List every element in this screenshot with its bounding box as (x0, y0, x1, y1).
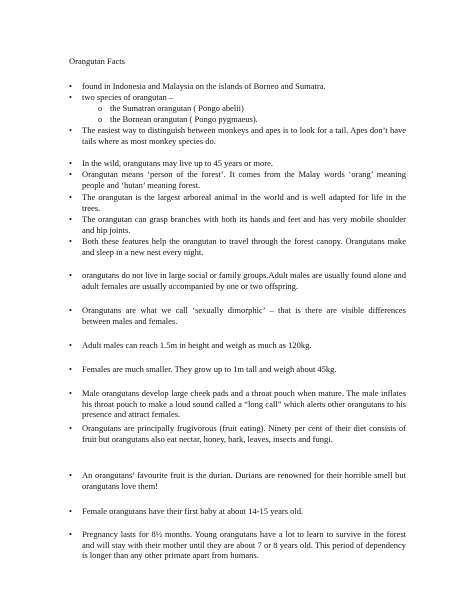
list-item (69, 270, 406, 291)
list-item (69, 81, 406, 92)
list-item-text: Females are much smaller. They grow up to 1m tall and weigh about 45kg. (82, 364, 337, 374)
bullet-icon: • (69, 305, 72, 315)
list-item-text: Adult males can reach 1.5m in height and weigh as much as 120kg. (82, 340, 312, 350)
list-item (69, 364, 406, 375)
list-item (69, 214, 406, 235)
list-item-text: Pregnancy lasts for 8½ months. Young orangutans have a lot to learn to survive in the forest and will stay with their mother until they are about 7 or 8 years old. This period of dependency is longer than any other primate apart from humans. (82, 529, 406, 561)
list-item-text: orangutans do not live in large social or family groups.Adult males are usually found alone and adult females are usually accompanied by one or two offspring. (82, 270, 406, 291)
list-item (69, 192, 406, 213)
sub-bullet-icon: o (98, 103, 103, 113)
bullet-icon: • (69, 236, 72, 246)
list-item (69, 92, 406, 103)
bullet-icon: • (69, 506, 72, 516)
list-item-text: In the wild, orangutans may live up to 45 years or more. (82, 158, 273, 168)
bullet-icon: • (69, 125, 72, 135)
document-title: Orangutan Facts (69, 56, 125, 66)
sub-bullet-icon: o (98, 114, 103, 124)
list-item (69, 158, 406, 169)
list-item-text: Male orangutans develop large cheek pads and a throat pouch when mature. The male inflates his throat pouch to make a loud sound called a “long call” which alerts other orangutans to his presence and attract females. (82, 388, 406, 420)
bullet-icon: • (69, 169, 72, 179)
list-item-text: Orangutan means ‘person of the forest’. It comes from the Malay words ‘orang’ meaning people and ‘hutan’ meaning forest. (82, 169, 406, 190)
list-item-text: Female orangutans have their first baby at about 14-15 years old. (82, 506, 304, 516)
list-item-text: Orangutans are what we call ‘sexually dimorphic’ – that is there are visible differences between males and females. (82, 305, 406, 326)
bullet-icon: • (69, 92, 72, 102)
bullet-icon: • (69, 340, 72, 350)
list-item (69, 470, 406, 491)
bullet-icon: • (69, 270, 72, 280)
list-item-text: two species of orangutan – (82, 92, 174, 102)
list-item (69, 125, 406, 146)
sub-list-item-text: the Sumatran orangutan ( Pongo abelii) (110, 103, 244, 113)
bullet-icon: • (69, 388, 72, 398)
sub-list-item (98, 114, 258, 125)
bullet-icon: • (69, 364, 72, 374)
list-item-text: Orangutans are principally frugivorous (fruit eating). Ninety per cent of their diet consists of fruit but orangutans also eat nectar, honey, bark, leaves, insects and fungi. (82, 423, 406, 444)
list-item (69, 169, 406, 190)
list-item-text: Both these features help the orangutan to travel through the forest canopy. Orangutans make and sleep in a new nest every night. (82, 236, 406, 257)
list-item (69, 236, 406, 257)
bullet-icon: • (69, 470, 72, 480)
bullet-icon: • (69, 81, 72, 91)
list-item-text: The orangutan is the largest arboreal animal in the world and is well adapted for life in the trees. (82, 192, 406, 213)
bullet-icon: • (69, 423, 72, 433)
list-item (69, 388, 406, 420)
sub-list-item (98, 103, 244, 114)
list-item (69, 423, 406, 444)
bullet-icon: • (69, 529, 72, 539)
list-item (69, 506, 406, 517)
list-item-text: found in Indonesia and Malaysia on the islands of Borneo and Sumatra. (82, 81, 326, 91)
list-item (69, 305, 406, 326)
bullet-icon: • (69, 214, 72, 224)
list-item (69, 529, 406, 561)
list-item (69, 340, 406, 351)
list-item-text: The easiest way to distinguish between monkeys and apes is to look for a tail. Apes don’t have tails where as most monkey species do. (82, 125, 406, 146)
list-item-text: The orangutan can grasp branches with both its hands and feet and has very mobile shoulder and hip joints. (82, 214, 406, 235)
bullet-icon: • (69, 192, 72, 202)
list-item-text: An orangutans’ favourite fruit is the durian. Durians are renowned for their horrible smell but orangutans love them! (82, 470, 406, 491)
sub-list-item-text: the Bornean orangutan ( Pongo pygmaeus). (110, 114, 258, 124)
bullet-icon: • (69, 158, 72, 168)
